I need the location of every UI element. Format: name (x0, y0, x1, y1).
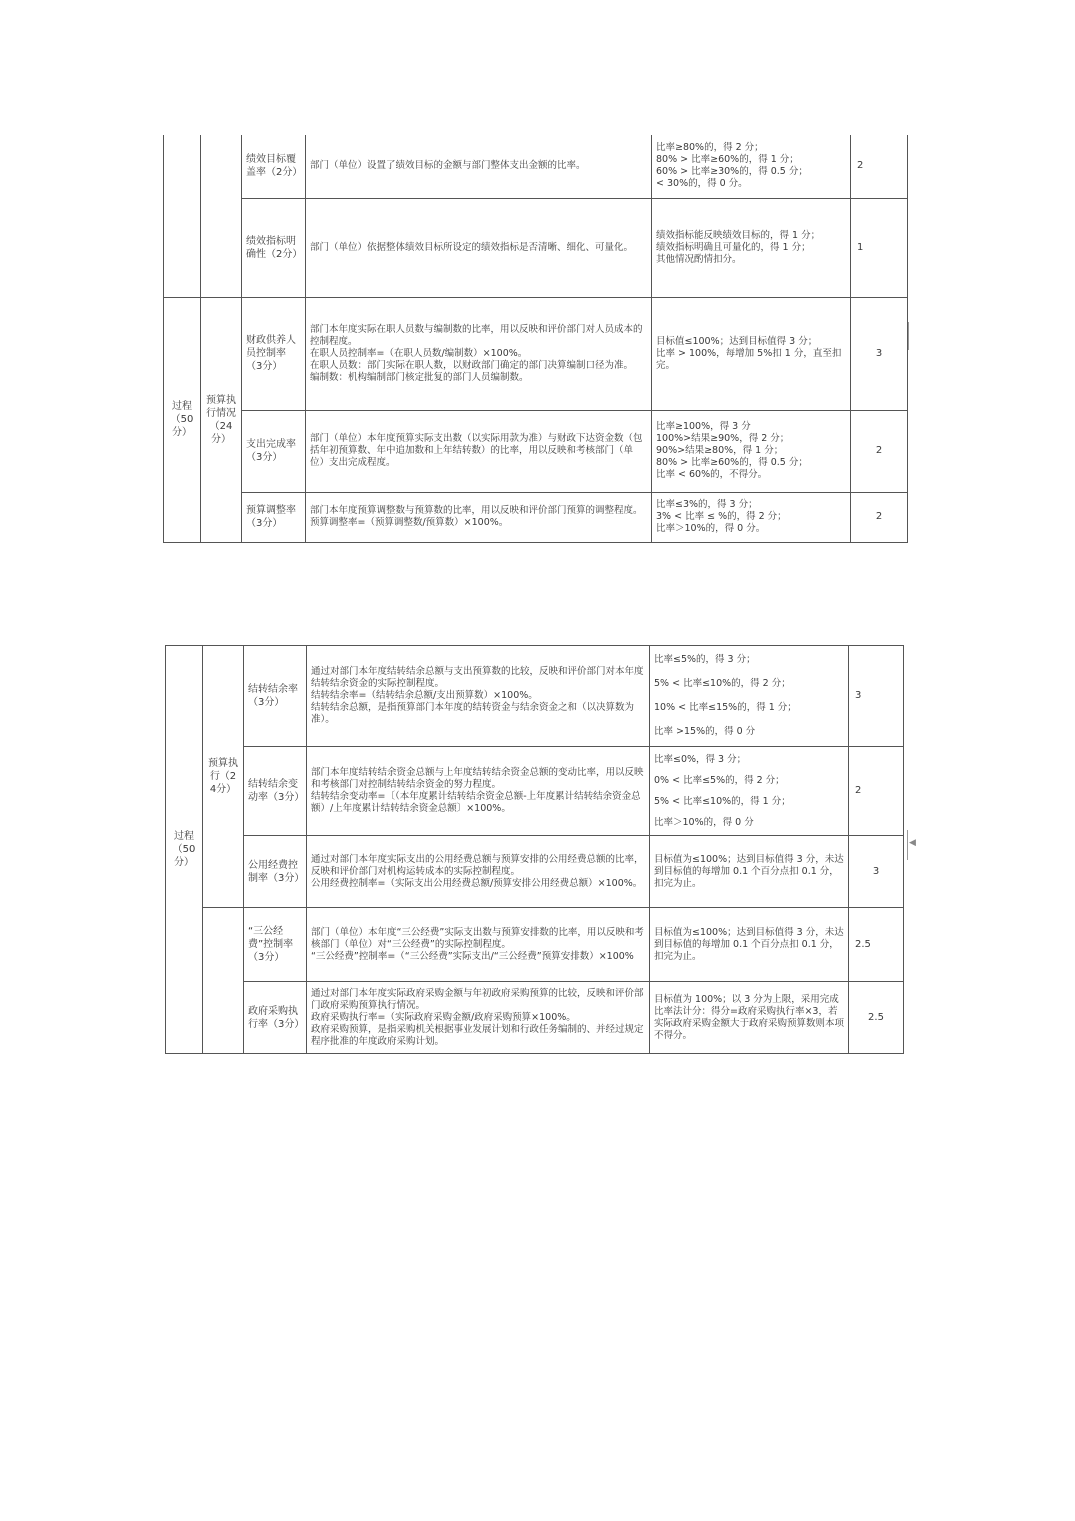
evaluation-table-2 (165, 645, 904, 1054)
explanation-line: 结转结余总额，是指预算部门本年度的结转资金与结余资金之和（以决算数为准）。 (311, 702, 635, 725)
explanation-line: 通过对部门本年度实际支出的公用经费总额与预算安排的公用经费总额的比率，反映和评价部门对机构运转成本的实际控制程度。 (311, 853, 644, 877)
indicator-cell (244, 747, 307, 836)
indicator-text: 预算调整率（3分） (246, 505, 296, 529)
criteria-line: 目标值为≤100%；达到目标值得 3 分，未达到目标值的每增加 0.1 个百分点扣 0.1 分，扣完为止。 (654, 926, 844, 962)
indicator-cell (242, 492, 306, 542)
explanation-line: 结转结余变动率=〔（本年度累计结转结余资金总额-上年度累计结转结余资金总额）/上年度累计结转结余资金总额〕×100%。 (311, 791, 641, 814)
explanation-line: 预算调整率=（预算调整数/预算数）×100%。 (310, 517, 509, 528)
explanation-cell (307, 908, 650, 982)
criteria-line: 比率≥80%的，得 2 分； (656, 142, 764, 154)
indicator-text: 结转结余变动率（3分） (248, 779, 305, 803)
explanation-line: 结转结余率=（结转结余总额/支出预算数）×100%。 (311, 690, 538, 701)
score-value: 2 (875, 445, 883, 456)
explanation-line: 政府采购预算，是指采购机关根据事业发展计划和行政任务编制的、并经过规定程序批准的年度政府采购计划。 (311, 1023, 644, 1047)
indicator-cell (242, 297, 306, 410)
caret-left-icon: ◀ (909, 838, 916, 848)
explanation-cell (306, 135, 652, 198)
score-value: 2.5 (855, 938, 871, 950)
criteria-line: 目标值为≤100%；达到目标值得 3 分，未达到目标值的每增加 0.1 个百分点扣 0.1 分，扣完为止。 (654, 853, 844, 889)
criteria-cell (652, 492, 851, 542)
criteria-line: 比率 < 60%的，不得分。 (656, 469, 768, 480)
criteria-line: 比率≤0%，得 3 分； (654, 754, 747, 765)
level2-cell-empty (201, 135, 242, 297)
explanation-cell (307, 982, 650, 1054)
explanation-line: 在职人员数：部门实际在职人数，以财政部门确定的部门决算编制口径为准。 (310, 359, 634, 371)
criteria-line: 绩效指标能反映绩效目标的，得 1 分； (656, 229, 821, 241)
indicator-text: 政府采购执行率（3分） (248, 1005, 305, 1030)
level1-text: 过程（50分） (172, 831, 196, 868)
explanation-cell (306, 198, 652, 297)
explanation-line: “三公经费”控制率=（“三公经费”实际支出/“三公经费”预算安排数）×100% (311, 950, 634, 962)
score-value: 3 (855, 690, 862, 701)
criteria-line: 目标值≤100%；达到目标值得 3 分； (656, 335, 818, 347)
explanation-cell (306, 492, 652, 542)
score-value: 2 (855, 785, 862, 796)
level2-text: 预算执行情况（24分） (206, 394, 236, 445)
explanation-line: 公用经费控制率=（实际支出公用经费总额/预算安排公用经费总额）×100%。 (311, 877, 643, 889)
criteria-line: 比率＞10%的，得 0 分 (654, 817, 754, 828)
level1-cell (164, 297, 201, 542)
criteria-line: 绩效指标明确且可量化的，得 1 分； (656, 241, 811, 253)
indicator-cell (244, 908, 307, 982)
page-margin-mark (908, 322, 909, 350)
level1-cell-empty (164, 135, 201, 297)
criteria-cell (652, 198, 851, 297)
criteria-line: 80% > 比率≥60%的，得 0.5 分； (656, 457, 808, 468)
criteria-line: 其他情况酌情扣分。 (656, 253, 742, 265)
criteria-cell (650, 747, 849, 836)
criteria-line: 比率 > 100%，每增加 5%扣 1 分，直至扣完。 (656, 347, 842, 371)
indicator-text: “三公经费”控制率（3分） (248, 926, 294, 963)
score-cell (851, 135, 908, 198)
level2-cell (201, 297, 242, 542)
criteria-line: 目标值为 100%；以 3 分为上限，采用完成比率法计分：得分=政府采购执行率×3，若实际政府采购金额大于政府采购预算数则本项不得分。 (654, 993, 845, 1041)
indicator-text: 绩效目标覆盖率（2分） (246, 154, 303, 179)
criteria-line: 90%>结果≥80%，得 1 分； (656, 445, 784, 456)
criteria-cell (650, 836, 849, 908)
score-cell (851, 297, 908, 410)
explanation-cell (307, 747, 650, 836)
explanation-line: 通过对部门本年度结转结余总额与支出预算数的比较，反映和评价部门对本年度结转结余资金的实际控制程度。 (311, 666, 644, 689)
explanation-line: 部门本年度实际在职人员数与编制数的比率，用以反映和评价部门对人员成本的控制程度。 (310, 323, 643, 347)
explanation-line: 政府采购执行率=（实际政府采购金额/政府采购预算×100%。 (311, 1011, 576, 1023)
explanation-line: 部门（单位）依据整体绩效目标所设定的绩效指标是否清晰、细化、可量化。 (310, 241, 634, 253)
criteria-cell (650, 982, 849, 1054)
explanation-line: 部门（单位）本年度预算实际支出数（以实际用款为准）与财政下达资金数（包括年初预算数、年中追加数和上年结转数）的比率，用以反映和考核部门（单位）支出完成程度。 (310, 433, 643, 468)
level2-cell (203, 646, 244, 908)
criteria-line: 60% > 比率≥30%的，得 0.5 分； (656, 166, 808, 178)
explanation-line: 编制数：机构编制部门核定批复的部门人员编制数。 (310, 371, 529, 383)
criteria-cell (652, 135, 851, 198)
level1-text: 过程（50分） (170, 401, 194, 438)
criteria-cell (652, 297, 851, 410)
indicator-cell (244, 982, 307, 1054)
criteria-line: 0% < 比率≤5%的，得 2 分； (654, 775, 785, 786)
score-value: 3 (875, 347, 883, 359)
score-cell (851, 198, 908, 297)
indicator-text: 财政供养人员控制率（3分） (246, 335, 296, 372)
score-cell (849, 982, 904, 1054)
indicator-text: 绩效指标明确性（2分） (246, 235, 303, 260)
criteria-line: 比率≤3%的，得 3 分； (656, 499, 758, 510)
criteria-line: 5% < 比率≤10%的，得 1 分； (654, 796, 791, 807)
score-cell (851, 410, 908, 492)
criteria-line: < 30%的，得 0 分。 (656, 178, 748, 190)
indicator-cell (242, 198, 306, 297)
level1-cell (166, 646, 203, 1054)
criteria-cell (650, 908, 849, 982)
criteria-line: 比率≤5%的，得 3 分； (654, 654, 756, 665)
score-cell (849, 747, 904, 836)
criteria-line: 100%>结果≥90%，得 2 分； (656, 433, 790, 444)
score-cell (849, 646, 904, 747)
indicator-text: 支出完成率（3分） (246, 439, 296, 463)
score-value: 2.5 (868, 1011, 884, 1023)
score-cell (849, 836, 904, 908)
explanation-cell (307, 646, 650, 747)
indicator-cell (242, 410, 306, 492)
explanation-line: 部门（单位）设置了绩效目标的金额与部门整体支出金额的比率。 (310, 160, 586, 172)
score-value: 2 (875, 511, 883, 522)
indicator-cell (242, 135, 306, 198)
criteria-line: 比率＞10%的，得 0 分。 (656, 523, 766, 534)
criteria-line: 5% < 比率≤10%的，得 2 分； (654, 678, 791, 689)
explanation-line: 部门（单位）本年度“三公经费”实际支出数与预算安排数的比率，用以反映和考核部门（单位）对“三公经费”的实际控制程度。 (311, 926, 644, 950)
criteria-line: 10% < 比率≤15%的，得 1 分； (654, 702, 797, 713)
explanation-cell (307, 836, 650, 908)
indicator-cell (244, 646, 307, 747)
score-value: 2 (857, 160, 864, 172)
explanation-line: 通过对部门本年度实际政府采购金额与年初政府采购预算的比较，反映和评价部门政府采购预算执行情况。 (311, 987, 644, 1011)
explanation-cell (306, 410, 652, 492)
level2-cell-empty (203, 908, 244, 1054)
criteria-line: 比率 >15%的，得 0 分 (654, 726, 756, 737)
score-cell (851, 492, 908, 542)
indicator-text: 公用经费控制率（3分） (248, 859, 305, 884)
explanation-line: 部门本年度结转结余资金总额与上年度结转结余资金总额的变动比率，用以反映和考核部门对控制结转结余资金的努力程度。 (311, 767, 644, 790)
page-margin-mark (907, 830, 908, 860)
explanation-line: 部门本年度预算调整数与预算数的比率，用以反映和评价部门预算的调整程度。 (310, 505, 643, 516)
criteria-cell (650, 646, 849, 747)
criteria-line: 比率≥100%，得 3 分 (656, 421, 751, 432)
indicator-text: 结转结余率（3分） (248, 684, 298, 708)
evaluation-table-1 (163, 135, 908, 543)
score-value: 1 (857, 241, 864, 253)
criteria-line: 3% < 比率 ≤ %的，得 2 分； (656, 511, 787, 522)
criteria-cell (652, 410, 851, 492)
score-cell (849, 908, 904, 982)
indicator-cell (244, 836, 307, 908)
explanation-line: 在职人员控制率=（在职人员数/编制数）×100%。 (310, 347, 528, 359)
criteria-line: 80% > 比率≥60%的，得 1 分； (656, 154, 799, 166)
level2-text: 预算执行（24分） (208, 758, 238, 795)
explanation-cell (306, 297, 652, 410)
score-value: 3 (872, 865, 880, 877)
